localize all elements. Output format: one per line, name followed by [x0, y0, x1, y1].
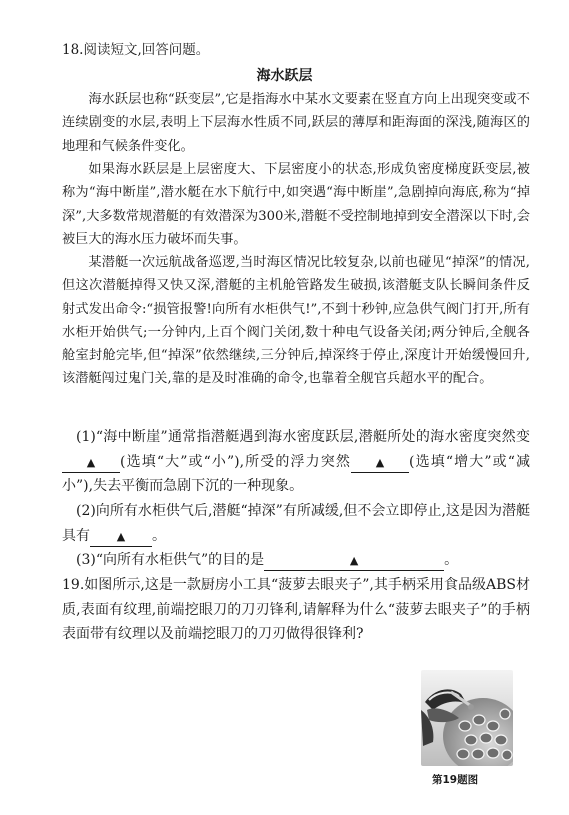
sub-question-3-text-b: 。	[444, 552, 459, 568]
passage-paragraph-3: 某潜艇一次远航战备巡逻,当时海区情况比较复杂,以前也碰见“掉深”的情况,但这次潜艇掉得又快又深,潜艇的主机舱管路发生破损,该潜艇支队长瞬间条件反射式发出命令:“损管报警!向所有水柜供气!”,不到十秒钟,应急供气阀门打开,所有水柜开始供气;一分钟内,上百个阀门关闭,数十种电气设备关闭;两分钟后,全舰各舱室封舱完毕,但“掉深”依然继续,三分钟后,掉深终于停止,深度计开始缓慢回升,该潜艇闯过鬼门关,靠的是及时准确的命令,也靠着全舰官兵超水平的配合。	[62, 255, 530, 387]
sub-question-3	[62, 548, 530, 573]
answer-blank-2[interactable]: ▲	[90, 528, 152, 547]
answer-blank-1a[interactable]: ▲	[62, 454, 120, 473]
question-18-heading: 18.阅读短文,回答问题。	[62, 42, 210, 58]
photo-illustration	[421, 670, 513, 766]
question-19-text: 19.如图所示,这是一款厨房小工具“菠萝去眼夹子”,其手柄采用食品级ABS材质,表面有纹理,前端挖眼刀的刀刃锋利,请解释为什么“菠萝去眼夹子”的手柄表面带有纹理以及前端挖眼刀的刀刃做得很锋利?	[62, 577, 530, 642]
sub-question-1-text-b: (选填“大”或“小”),所受的浮力突然	[120, 453, 351, 470]
figure-caption: 第19题图	[432, 774, 479, 786]
passage-title: 海水跃层	[256, 68, 313, 84]
sub-question-3-text-a: (3)“向所有水柜供气”的目的是	[76, 552, 265, 568]
passage-paragraph-1: 海水跃层也称“跃变层”,它是指海水中某水文要素在竖直方向上出现突变或不连续剧变的水层,表明上下层海水性质不同,跃层的薄厚和距海面的深浅,随海区的地理和气候条件变化。	[62, 92, 530, 154]
passage-paragraph-2: 如果海水跃层是上层密度大、下层密度小的状态,形成负密度梯度跃变层,被称为“海中断崖”,潜水艇在水下航行中,如突遇“海中断崖”,急剧掉向海底,称为“掉深”,大多数常规潜艇的有效潜深为300米,潜艇不受控制地掉到安全潜深以下时,会被巨大的海水压力破坏而失事。	[62, 162, 530, 247]
sub-question-2-text-a: (2)向所有水柜供气后,潜艇“掉深”有所减缓,但不会立即停止,这是因为潜艇具有	[62, 503, 530, 544]
sub-question-2-text-b: 。	[152, 527, 166, 544]
sub-question-1	[62, 425, 530, 499]
sub-question-1-text-c: (选填“增大”或“减小”),失去平衡而急剧下沉的一种现象。	[62, 453, 530, 494]
sub-question-2	[62, 499, 530, 548]
pineapple-eye-remover-photo	[421, 670, 513, 766]
answer-blank-3[interactable]: ▲	[264, 552, 444, 571]
answer-blank-1b[interactable]: ▲	[351, 454, 409, 473]
sub-question-1-text-a: (1)“海中断崖”通常指潜艇遇到海水密度跃层,潜艇所处的海水密度突然变	[76, 429, 530, 445]
